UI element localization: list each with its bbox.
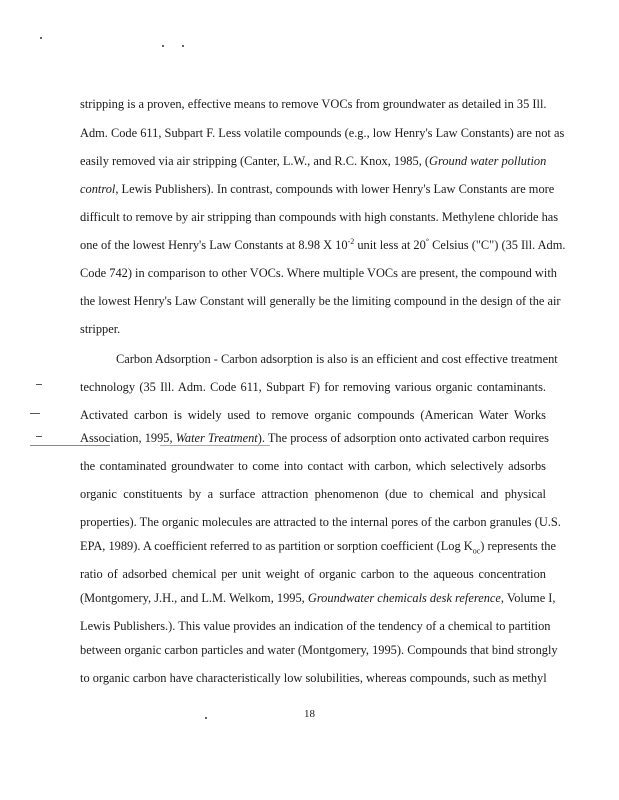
line-text: Celsius ("C") (35 Ill. Adm. bbox=[429, 238, 566, 252]
paragraph-1-line: stripping is a proven, effective means to remove VOCs from groundwater as detailed in 35 Ill. bbox=[80, 97, 547, 111]
margin-mark bbox=[36, 436, 42, 437]
margin-mark bbox=[36, 384, 42, 385]
paragraph-2-line: properties). The organic molecules are attracted to the internal pores of the carbon granules (U.S. bbox=[80, 515, 561, 529]
line-text: Association, 1995, Water Treatment). The process of adsorption onto activated carbon requires bbox=[80, 431, 549, 445]
line-text: unit less at 20 bbox=[354, 238, 426, 252]
paragraph-1-line: stripper. bbox=[80, 322, 121, 336]
line-text: ) represents the bbox=[480, 539, 556, 553]
paragraph-2-line: organic constituents by a surface attraction phenomenon (due to chemical and physical bbox=[80, 487, 546, 501]
paragraph-2-line bbox=[80, 539, 556, 556]
paragraph-2-line: technology (35 Ill. Adm. Code 611, Subpart F) for removing various organic contaminants. bbox=[80, 380, 546, 394]
line-text: one of the lowest Henry's Law Constants at 8.98 X 10 bbox=[80, 238, 348, 252]
paragraph-2-line: Carbon Adsorption - Carbon adsorption is also is an efficient and cost effective treatment bbox=[116, 352, 558, 366]
paragraph-1-line: the lowest Henry's Law Constant will generally be the limiting compound in the design of the air bbox=[80, 294, 561, 308]
paragraph-1-line bbox=[80, 154, 546, 168]
paragraph-2-line bbox=[80, 591, 556, 605]
paragraph-1-line: Code 742) in comparison to other VOCs. Where multiple VOCs are present, the compound with bbox=[80, 266, 557, 280]
paragraph-2-line: Activated carbon is widely used to remove organic compounds (American Water Works bbox=[80, 408, 546, 422]
line-text: EPA, 1989). A coefficient referred to as partition or sorption coefficient (Log K bbox=[80, 539, 473, 553]
exponent: -2 bbox=[347, 236, 355, 246]
degree-symbol: ° bbox=[425, 236, 430, 246]
line-text: control, Lewis Publishers). In contrast, compounds with lower Henry's Law Constants are more bbox=[80, 182, 555, 196]
paragraph-1-line: difficult to remove by air stripping than compounds with high constants. Methylene chloride has bbox=[80, 210, 559, 224]
paragraph-2-line: ratio of adsorbed chemical per unit weight of organic carbon to the aqueous concentration bbox=[80, 567, 546, 581]
margin-mark bbox=[30, 413, 40, 414]
margin-mark bbox=[160, 445, 270, 446]
subscript: oc bbox=[472, 546, 481, 556]
paragraph-1-line: Adm. Code 611, Subpart F. Less volatile compounds (e.g., low Henry's Law Constants) are not as bbox=[80, 126, 565, 140]
scan-speck bbox=[162, 45, 164, 47]
line-text: (Montgomery, J.H., and L.M. Welkom, 1995, Groundwater chemicals desk reference, Volume I, bbox=[80, 591, 556, 605]
paragraph-2-line: Lewis Publishers.). This value provides an indication of the tendency of a chemical to partition bbox=[80, 619, 551, 633]
paragraph-1-line bbox=[80, 236, 566, 252]
margin-mark bbox=[30, 445, 110, 446]
paragraph-2-line: to organic carbon have characteristically low solubilities, whereas compounds, such as methyl bbox=[80, 671, 547, 685]
paragraph-2-line bbox=[80, 431, 549, 445]
paragraph-2-line: between organic carbon particles and water (Montgomery, 1995). Compounds that bind strongly bbox=[80, 643, 558, 657]
paragraph-1-line bbox=[80, 182, 555, 196]
page-number: 18 bbox=[304, 708, 315, 720]
scan-speck bbox=[40, 37, 42, 39]
line-text: easily removed via air stripping (Canter, L.W., and R.C. Knox, 1985, (Ground water pollution bbox=[80, 154, 547, 168]
scan-speck bbox=[182, 45, 184, 47]
paragraph-2-line: the contaminated groundwater to come into contact with carbon, which selectively adsorbs bbox=[80, 459, 546, 473]
